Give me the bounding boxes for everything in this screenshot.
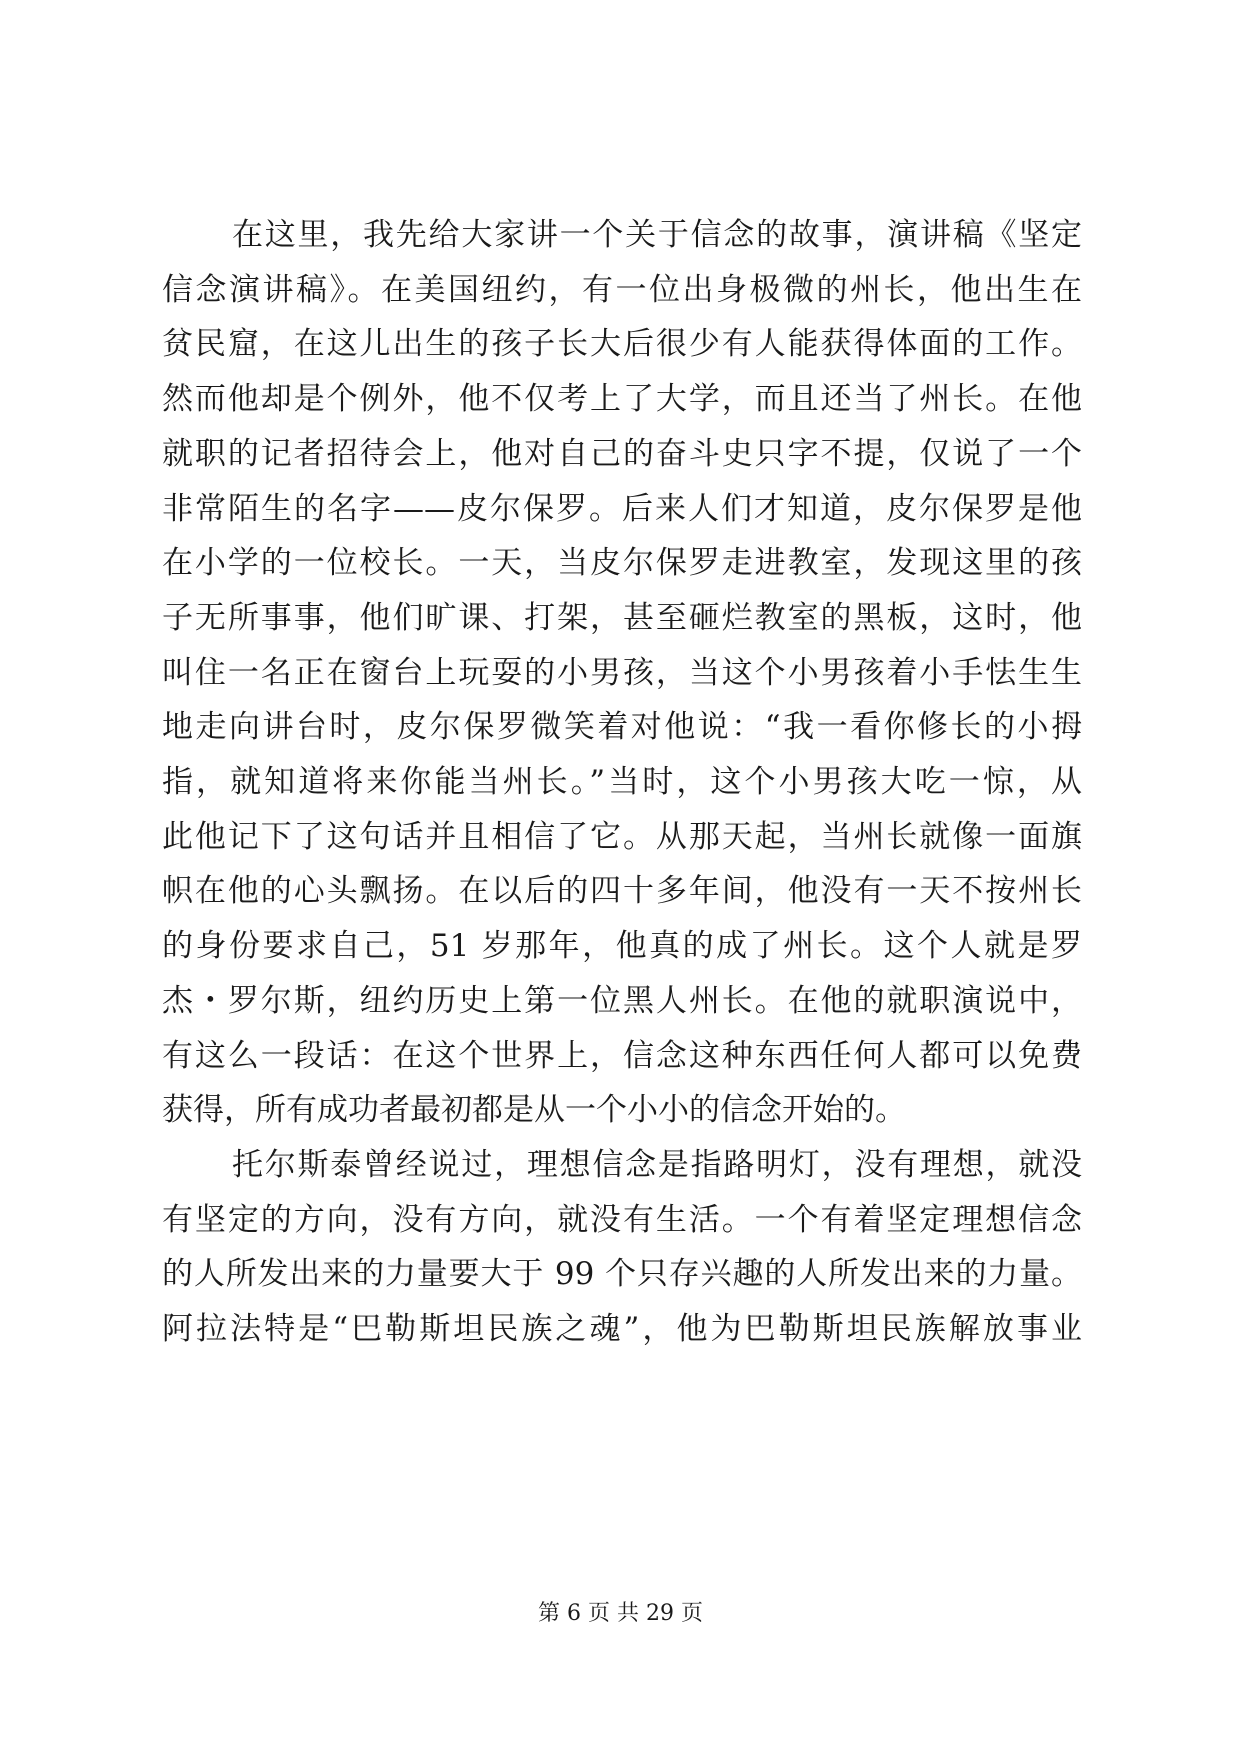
paragraph-1-line-15: 杰・罗尔斯，纽约历史上第一位黑人州长。在他的就职演说中， [162, 983, 1082, 1019]
paragraph-1-line-13: 帜在他的心头飘扬。在以后的四十多年间，他没有一天不按州长 [162, 873, 1082, 909]
paragraph-1-line-7: 在小学的一位校长。一天，当皮尔保罗走进教室，发现这里的孩 [162, 545, 1082, 581]
paragraph-1-line-11: 指，就知道将来你能当州长。”当时，这个小男孩大吃一惊，从 [162, 764, 1082, 800]
paragraph-1-line-14: 的身份要求自己，51 岁那年，他真的成了州长。这个人就是罗 [162, 928, 1082, 964]
paragraph-1-line-16: 有这么一段话：在这个世界上，信念这种东西任何人都可以免费 [162, 1038, 1082, 1074]
paragraph-1-line-17: 获得，所有成功者最初都是从一个小小的信念开始的。 [162, 1092, 906, 1128]
paragraph-1-line-5: 就职的记者招待会上，他对自己的奋斗史只字不提，仅说了一个 [162, 436, 1082, 472]
paragraph-1-line-4: 然而他却是个例外，他不仅考上了大学，而且还当了州长。在他 [162, 381, 1082, 417]
paragraph-1-line-12: 此他记下了这句话并且相信了它。从那天起，当州长就像一面旗 [162, 819, 1082, 855]
paragraph-1-line-9: 叫住一名正在窗台上玩耍的小男孩，当这个小男孩着小手怯生生 [162, 655, 1082, 691]
paragraph-1-line-2: 信念演讲稿》。在美国纽约，有一位出身极微的州长，他出生在 [162, 272, 1082, 308]
paragraph-2-line-1: 托尔斯泰曾经说过，理想信念是指路明灯，没有理想，就没 [232, 1147, 1082, 1183]
paragraph-1-line-6: 非常陌生的名字——皮尔保罗。后来人们才知道，皮尔保罗是他 [162, 491, 1082, 527]
paragraph-1-line-3: 贫民窟，在这儿出生的孩子长大后很少有人能获得体面的工作。 [162, 326, 1082, 362]
page-footer: 第 6 页 共 29 页 [538, 1601, 703, 1626]
paragraph-1-line-10: 地走向讲台时，皮尔保罗微笑着对他说：“我一看你修长的小拇 [162, 709, 1082, 745]
paragraph-2-line-4: 阿拉法特是“巴勒斯坦民族之魂”，他为巴勒斯坦民族解放事业 [162, 1311, 1082, 1347]
paragraph-2-line-3: 的人所发出来的力量要大于 99 个只存兴趣的人所发出来的力量。 [162, 1256, 1082, 1292]
paragraph-1-line-8: 子无所事事，他们旷课、打架，甚至砸烂教室的黑板，这时，他 [162, 600, 1082, 636]
paragraph-2-line-2: 有坚定的方向，没有方向，就没有生活。一个有着坚定理想信念 [162, 1202, 1082, 1238]
paragraph-1-line-1: 在这里，我先给大家讲一个关于信念的故事，演讲稿《坚定 [232, 217, 1082, 253]
